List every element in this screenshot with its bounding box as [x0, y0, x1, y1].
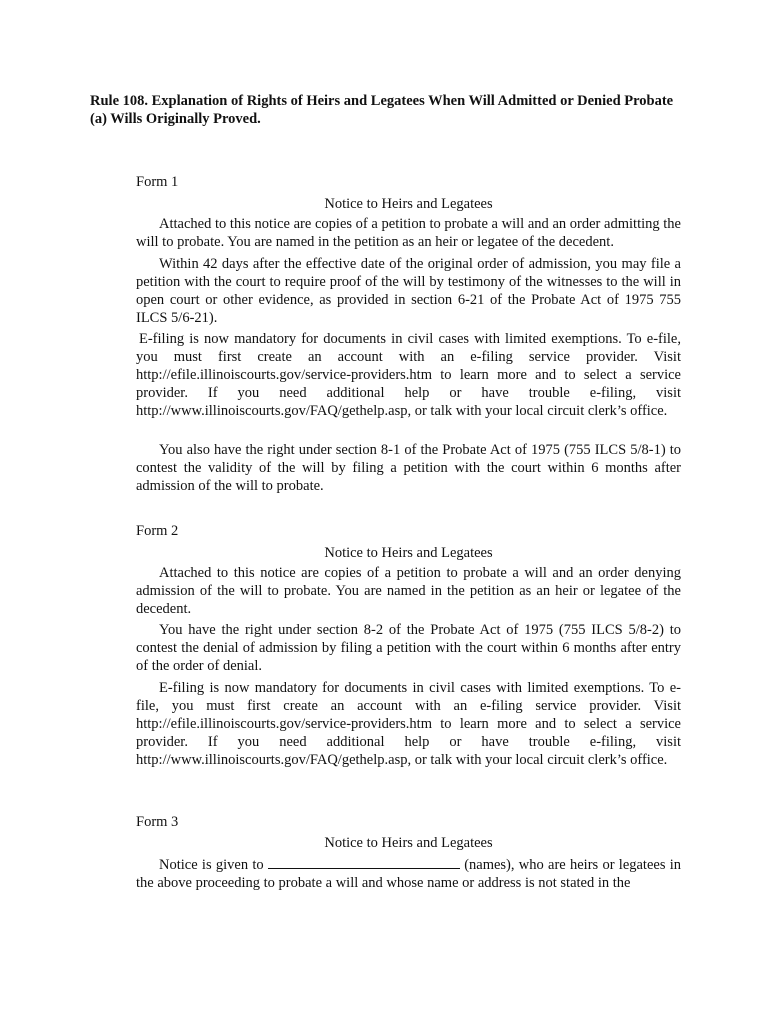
form2-paragraph-3: E-filing is now mandatory for documents in civil cases with limited exemptions. To e-file, you must first create an account with an e-filing service provider. Visit http://efile.illinoiscourts.gov/service-providers.htm to learn more and to select a service provider. If you need additional help or have trouble e-filing, visit http://www.illinoiscourts.gov/FAQ/gethelp.asp, or talk with your local circuit clerk’s office. — [136, 680, 681, 768]
form2-title: Notice to Heirs and Legatees — [324, 545, 493, 561]
form2-label: Form 2 — [136, 523, 179, 539]
form1-paragraph-4: You also have the right under section 8-1 of the Probate Act of 1975 (755 ILCS 5/8-1) to contest the validity of the will by filing a petition with the court within 6 months after admission of the will to probate. — [136, 442, 681, 494]
form3-text-end: (names), who are heirs or legatees in the above proceeding to probate a will and whose name or address is not stated in the — [136, 857, 682, 891]
form3-label: Form 3 — [136, 814, 179, 830]
rule-heading — [90, 93, 690, 128]
form1-paragraph-3: E-filing is now mandatory for documents in civil cases with limited exemptions. To e-file, you must first create an account with an e-filing service provider. Visit http://efile.illinoiscourts.gov/service-providers.htm to learn more and to select a service provider. If you need additional help or have trouble e-filing, visit http://www.illinoiscourts.gov/FAQ/gethelp.asp, or talk with your local circuit clerk’s office. — [136, 331, 681, 419]
names-blank-line — [268, 855, 460, 869]
form2-paragraph-1: Attached to this notice are copies of a petition to probate a will and an order denying admission of the will to probate. You are named in the petition as an heir or legatee of the decedent. — [136, 565, 681, 617]
rule-title: Rule 108. Explanation of Rights of Heirs and Legatees When Will Admitted or Denied Probate — [90, 93, 674, 109]
form1-title: Notice to Heirs and Legatees — [324, 196, 493, 212]
form3-text-start: Notice is given to — [159, 857, 264, 873]
form1-label: Form 1 — [136, 174, 179, 190]
form1-paragraph-2: Within 42 days after the effective date of the original order of admission, you may file a petition with the court to require proof of the will by testimony of the witnesses to the will in open court or other evidence, as provided in section 6-21 of the Probate Act of 1975 755 ILCS 5/6-21). — [136, 256, 681, 326]
form1-paragraph-1: Attached to this notice are copies of a petition to probate a will and an order admitting the will to probate. You are named in the petition as an heir or legatee of the decedent. — [136, 216, 681, 250]
form3-paragraph-1 — [136, 855, 681, 893]
form3-title: Notice to Heirs and Legatees — [324, 835, 493, 851]
rule-subsection: (a) Wills Originally Proved. — [90, 110, 261, 127]
form2-paragraph-2: You have the right under section 8-2 of the Probate Act of 1975 (755 ILCS 5/8-2) to contest the denial of admission by filing a petition with the court within 6 months after entry of the order of denial. — [136, 622, 681, 674]
